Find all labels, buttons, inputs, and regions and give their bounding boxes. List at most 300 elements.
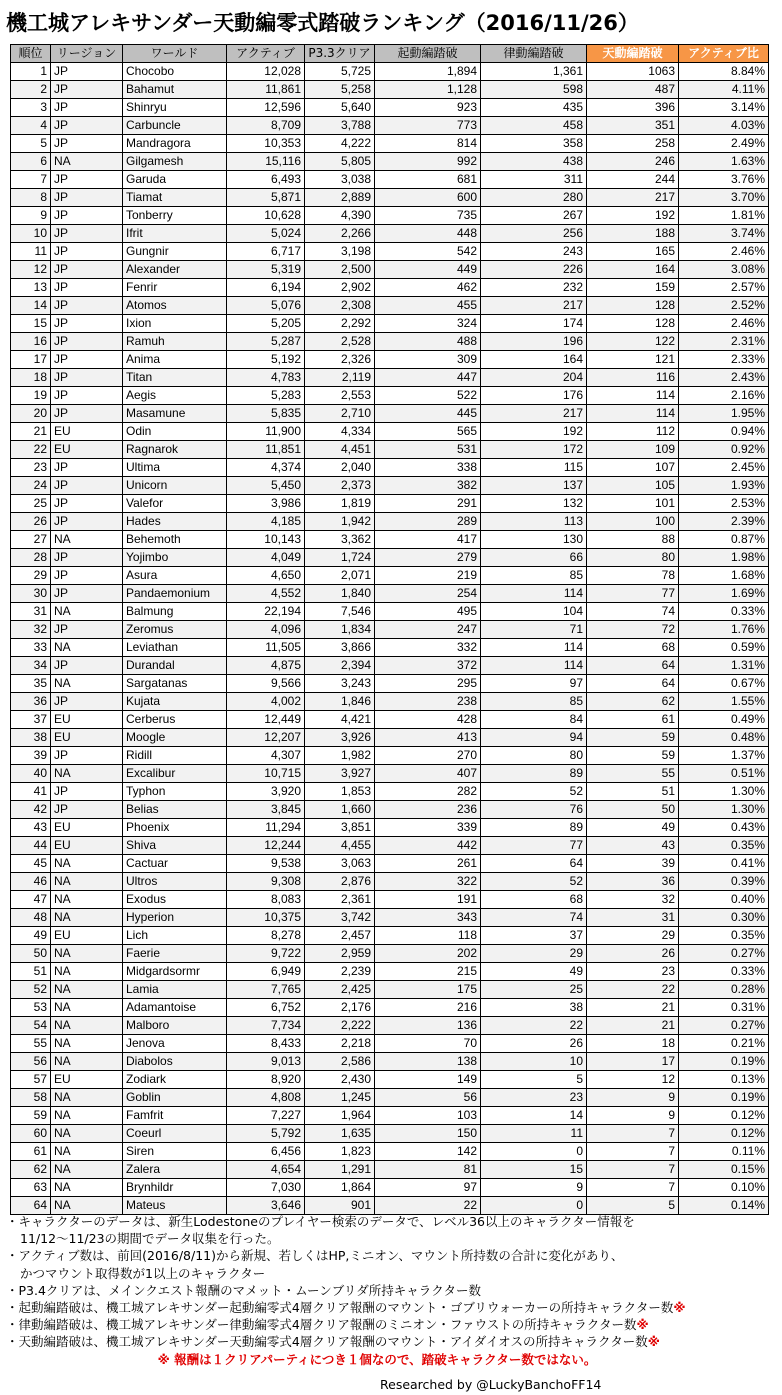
cell-kidou: 216 <box>375 999 481 1017</box>
cell-active: 7,765 <box>227 981 305 999</box>
cell-region: NA <box>51 1143 123 1161</box>
cell-ritsudou: 77 <box>481 837 587 855</box>
cell-active: 6,752 <box>227 999 305 1017</box>
note-5 <box>6 1316 778 1333</box>
cell-active-ratio: 1.68% <box>679 567 769 585</box>
cell-world: Midgardsormr <box>123 963 227 981</box>
cell-active: 9,722 <box>227 945 305 963</box>
cell-ritsudou: 115 <box>481 459 587 477</box>
cell-active: 4,783 <box>227 369 305 387</box>
cell-tendou: 62 <box>587 693 679 711</box>
cell-tendou: 51 <box>587 783 679 801</box>
cell-kidou: 291 <box>375 495 481 513</box>
cell-world: Zeromus <box>123 621 227 639</box>
cell-active-ratio: 1.37% <box>679 747 769 765</box>
cell-world: Shinryu <box>123 99 227 117</box>
cell-active-ratio: 1.76% <box>679 621 769 639</box>
cell-active-ratio: 0.33% <box>679 963 769 981</box>
note-5-mark: ※ <box>636 1317 649 1333</box>
note-2: ・アクティブ数は、前回(2016/8/11)から新規、若しくはHP,ミニオン、マウント所持数の合計に変化があり、 <box>6 1248 624 1264</box>
cell-active: 6,949 <box>227 963 305 981</box>
table-row <box>11 567 769 585</box>
cell-ritsudou: 22 <box>481 1017 587 1035</box>
cell-ritsudou: 114 <box>481 585 587 603</box>
cell-ritsudou: 311 <box>481 171 587 189</box>
table-row <box>11 1161 769 1179</box>
cell-kidou: 118 <box>375 927 481 945</box>
cell-active: 7,227 <box>227 1107 305 1125</box>
cell-tendou: 396 <box>587 99 679 117</box>
cell-active-ratio: 2.46% <box>679 315 769 333</box>
header-world: ワールド <box>123 45 227 63</box>
cell-active-ratio: 0.12% <box>679 1107 769 1125</box>
cell-active-ratio: 0.67% <box>679 675 769 693</box>
cell-p33-clear: 1,964 <box>305 1107 375 1125</box>
cell-p33-clear: 3,926 <box>305 729 375 747</box>
cell-active: 7,734 <box>227 1017 305 1035</box>
cell-ritsudou: 52 <box>481 873 587 891</box>
cell-p33-clear: 1,245 <box>305 1089 375 1107</box>
cell-region: JP <box>51 117 123 135</box>
cell-kidou: 150 <box>375 1125 481 1143</box>
cell-p33-clear: 3,038 <box>305 171 375 189</box>
header-active-ratio: アクティブ比 <box>679 45 769 63</box>
cell-active: 6,717 <box>227 243 305 261</box>
cell-ritsudou: 68 <box>481 891 587 909</box>
cell-p33-clear: 4,390 <box>305 207 375 225</box>
cell-world: Garuda <box>123 171 227 189</box>
cell-tendou: 109 <box>587 441 679 459</box>
cell-active-ratio: 1.31% <box>679 657 769 675</box>
cell-p33-clear: 1,853 <box>305 783 375 801</box>
cell-rank: 51 <box>11 963 51 981</box>
cell-tendou: 1063 <box>587 63 679 81</box>
cell-ritsudou: 26 <box>481 1035 587 1053</box>
cell-ritsudou: 176 <box>481 387 587 405</box>
cell-rank: 14 <box>11 297 51 315</box>
cell-kidou: 735 <box>375 207 481 225</box>
cell-p33-clear: 2,457 <box>305 927 375 945</box>
cell-p33-clear: 1,834 <box>305 621 375 639</box>
cell-region: JP <box>51 279 123 297</box>
cell-world: Unicorn <box>123 477 227 495</box>
table-body <box>11 63 769 1215</box>
cell-rank: 9 <box>11 207 51 225</box>
note-5-text: ・律動編踏破は、機工城アレキサンダー律動編零式4層クリア報酬のミニオン・ファウストの所持キャラクター数 <box>6 1317 637 1333</box>
cell-kidou: 261 <box>375 855 481 873</box>
cell-p33-clear: 2,361 <box>305 891 375 909</box>
header-row <box>11 45 769 63</box>
table-row <box>11 783 769 801</box>
table-row <box>11 873 769 891</box>
cell-active: 4,374 <box>227 459 305 477</box>
cell-ritsudou: 25 <box>481 981 587 999</box>
cell-p33-clear: 2,119 <box>305 369 375 387</box>
cell-region: JP <box>51 171 123 189</box>
cell-rank: 32 <box>11 621 51 639</box>
cell-tendou: 80 <box>587 549 679 567</box>
cell-active-ratio: 0.87% <box>679 531 769 549</box>
cell-active: 4,650 <box>227 567 305 585</box>
ranking-table <box>10 44 769 1215</box>
cell-p33-clear: 2,222 <box>305 1017 375 1035</box>
cell-active: 3,920 <box>227 783 305 801</box>
cell-rank: 61 <box>11 1143 51 1161</box>
cell-region: NA <box>51 999 123 1017</box>
cell-active: 10,143 <box>227 531 305 549</box>
note-4-text: ・起動編踏破は、機工城アレキサンダー起動編零式4層クリア報酬のマウント・ゴブリウォーカーの所持キャラクター数 <box>6 1300 674 1316</box>
table-row <box>11 405 769 423</box>
cell-ritsudou: 71 <box>481 621 587 639</box>
note-1-cont: 11/12～11/23の期間でデータ収集を行った。 <box>20 1231 280 1247</box>
cell-p33-clear: 2,040 <box>305 459 375 477</box>
cell-active-ratio: 0.41% <box>679 855 769 873</box>
cell-active: 4,875 <box>227 657 305 675</box>
cell-kidou: 455 <box>375 297 481 315</box>
cell-world: Tiamat <box>123 189 227 207</box>
cell-kidou: 247 <box>375 621 481 639</box>
cell-rank: 55 <box>11 1035 51 1053</box>
table-row <box>11 1197 769 1215</box>
table-row <box>11 207 769 225</box>
cell-world: Jenova <box>123 1035 227 1053</box>
cell-world: Shiva <box>123 837 227 855</box>
table-row <box>11 639 769 657</box>
cell-p33-clear: 4,334 <box>305 423 375 441</box>
cell-region: JP <box>51 549 123 567</box>
cell-ritsudou: 5 <box>481 1071 587 1089</box>
cell-active-ratio: 0.39% <box>679 873 769 891</box>
table-row <box>11 243 769 261</box>
cell-active: 5,450 <box>227 477 305 495</box>
cell-tendou: 192 <box>587 207 679 225</box>
cell-p33-clear: 1,864 <box>305 1179 375 1197</box>
cell-world: Gilgamesh <box>123 153 227 171</box>
table-row <box>11 603 769 621</box>
cell-p33-clear: 4,455 <box>305 837 375 855</box>
cell-world: Sargatanas <box>123 675 227 693</box>
cell-rank: 17 <box>11 351 51 369</box>
cell-region: NA <box>51 891 123 909</box>
cell-world: Ultima <box>123 459 227 477</box>
cell-ritsudou: 458 <box>481 117 587 135</box>
cell-active-ratio: 3.14% <box>679 99 769 117</box>
cell-kidou: 175 <box>375 981 481 999</box>
cell-tendou: 88 <box>587 531 679 549</box>
cell-kidou: 324 <box>375 315 481 333</box>
cell-world: Hyperion <box>123 909 227 927</box>
table-row <box>11 63 769 81</box>
cell-world: Aegis <box>123 387 227 405</box>
cell-kidou: 149 <box>375 1071 481 1089</box>
cell-kidou: 428 <box>375 711 481 729</box>
cell-active: 5,871 <box>227 189 305 207</box>
cell-active: 6,456 <box>227 1143 305 1161</box>
cell-active: 5,024 <box>227 225 305 243</box>
table-row <box>11 171 769 189</box>
cell-region: NA <box>51 675 123 693</box>
cell-rank: 13 <box>11 279 51 297</box>
table-row <box>11 891 769 909</box>
cell-kidou: 445 <box>375 405 481 423</box>
cell-kidou: 238 <box>375 693 481 711</box>
cell-kidou: 332 <box>375 639 481 657</box>
cell-p33-clear: 2,710 <box>305 405 375 423</box>
cell-rank: 47 <box>11 891 51 909</box>
cell-tendou: 165 <box>587 243 679 261</box>
cell-world: Belias <box>123 801 227 819</box>
cell-active-ratio: 0.48% <box>679 729 769 747</box>
table-row <box>11 477 769 495</box>
cell-region: JP <box>51 351 123 369</box>
cell-tendou: 128 <box>587 297 679 315</box>
cell-active-ratio: 0.10% <box>679 1179 769 1197</box>
cell-region: JP <box>51 621 123 639</box>
cell-active: 12,028 <box>227 63 305 81</box>
note-6-mark: ※ <box>647 1334 660 1350</box>
cell-kidou: 282 <box>375 783 481 801</box>
cell-region: JP <box>51 81 123 99</box>
cell-rank: 10 <box>11 225 51 243</box>
cell-ritsudou: 97 <box>481 675 587 693</box>
cell-ritsudou: 113 <box>481 513 587 531</box>
cell-rank: 5 <box>11 135 51 153</box>
cell-region: JP <box>51 495 123 513</box>
cell-active-ratio: 0.12% <box>679 1125 769 1143</box>
cell-region: EU <box>51 711 123 729</box>
cell-active-ratio: 2.45% <box>679 459 769 477</box>
cell-kidou: 814 <box>375 135 481 153</box>
cell-region: JP <box>51 135 123 153</box>
cell-tendou: 114 <box>587 405 679 423</box>
cell-tendou: 26 <box>587 945 679 963</box>
cell-active: 5,192 <box>227 351 305 369</box>
cell-rank: 50 <box>11 945 51 963</box>
cell-active-ratio: 2.57% <box>679 279 769 297</box>
cell-kidou: 462 <box>375 279 481 297</box>
cell-world: Bahamut <box>123 81 227 99</box>
cell-p33-clear: 1,635 <box>305 1125 375 1143</box>
cell-p33-clear: 3,243 <box>305 675 375 693</box>
cell-region: NA <box>51 981 123 999</box>
cell-rank: 45 <box>11 855 51 873</box>
cell-active-ratio: 0.35% <box>679 837 769 855</box>
cell-world: Exodus <box>123 891 227 909</box>
cell-region: NA <box>51 855 123 873</box>
cell-active-ratio: 4.03% <box>679 117 769 135</box>
cell-active-ratio: 0.92% <box>679 441 769 459</box>
cell-kidou: 142 <box>375 1143 481 1161</box>
cell-ritsudou: 52 <box>481 783 587 801</box>
cell-kidou: 289 <box>375 513 481 531</box>
cell-rank: 57 <box>11 1071 51 1089</box>
cell-world: Odin <box>123 423 227 441</box>
table-row <box>11 1017 769 1035</box>
table-row <box>11 1053 769 1071</box>
cell-rank: 62 <box>11 1161 51 1179</box>
cell-rank: 38 <box>11 729 51 747</box>
cell-rank: 27 <box>11 531 51 549</box>
cell-region: NA <box>51 639 123 657</box>
cell-kidou: 138 <box>375 1053 481 1071</box>
cell-region: EU <box>51 423 123 441</box>
cell-active-ratio: 0.21% <box>679 1035 769 1053</box>
cell-kidou: 531 <box>375 441 481 459</box>
cell-region: JP <box>51 585 123 603</box>
cell-ritsudou: 80 <box>481 747 587 765</box>
table-row <box>11 549 769 567</box>
cell-p33-clear: 5,725 <box>305 63 375 81</box>
cell-kidou: 295 <box>375 675 481 693</box>
cell-ritsudou: 172 <box>481 441 587 459</box>
cell-kidou: 202 <box>375 945 481 963</box>
cell-region: JP <box>51 387 123 405</box>
cell-rank: 37 <box>11 711 51 729</box>
cell-p33-clear: 2,176 <box>305 999 375 1017</box>
table-row <box>11 711 769 729</box>
cell-world: Lich <box>123 927 227 945</box>
cell-active: 8,920 <box>227 1071 305 1089</box>
cell-region: JP <box>51 567 123 585</box>
cell-region: NA <box>51 963 123 981</box>
cell-region: JP <box>51 315 123 333</box>
cell-world: Mateus <box>123 1197 227 1215</box>
cell-world: Pandaemonium <box>123 585 227 603</box>
cell-region: JP <box>51 747 123 765</box>
cell-world: Tonberry <box>123 207 227 225</box>
cell-active-ratio: 2.49% <box>679 135 769 153</box>
cell-p33-clear: 4,421 <box>305 711 375 729</box>
cell-tendou: 217 <box>587 189 679 207</box>
cell-rank: 28 <box>11 549 51 567</box>
cell-p33-clear: 5,258 <box>305 81 375 99</box>
cell-active: 22,194 <box>227 603 305 621</box>
cell-p33-clear: 1,942 <box>305 513 375 531</box>
cell-tendou: 188 <box>587 225 679 243</box>
cell-region: NA <box>51 1197 123 1215</box>
cell-region: NA <box>51 1161 123 1179</box>
cell-tendou: 114 <box>587 387 679 405</box>
table-row <box>11 153 769 171</box>
cell-p33-clear: 4,451 <box>305 441 375 459</box>
cell-ritsudou: 104 <box>481 603 587 621</box>
cell-world: Coeurl <box>123 1125 227 1143</box>
cell-rank: 54 <box>11 1017 51 1035</box>
cell-ritsudou: 10 <box>481 1053 587 1071</box>
table-row <box>11 315 769 333</box>
table-row <box>11 81 769 99</box>
cell-active-ratio: 1.63% <box>679 153 769 171</box>
cell-active: 11,294 <box>227 819 305 837</box>
cell-ritsudou: 38 <box>481 999 587 1017</box>
cell-rank: 42 <box>11 801 51 819</box>
cell-rank: 30 <box>11 585 51 603</box>
cell-ritsudou: 598 <box>481 81 587 99</box>
cell-ritsudou: 217 <box>481 297 587 315</box>
cell-ritsudou: 358 <box>481 135 587 153</box>
cell-active: 10,628 <box>227 207 305 225</box>
page-title: 機工城アレキサンダー天動編零式踏破ランキング（2016/11/26） <box>6 11 639 35</box>
table-row <box>11 675 769 693</box>
cell-tendou: 105 <box>587 477 679 495</box>
cell-kidou: 417 <box>375 531 481 549</box>
cell-active-ratio: 2.16% <box>679 387 769 405</box>
cell-world: Leviathan <box>123 639 227 657</box>
cell-ritsudou: 84 <box>481 711 587 729</box>
cell-world: Siren <box>123 1143 227 1161</box>
cell-region: EU <box>51 729 123 747</box>
cell-world: Diabolos <box>123 1053 227 1071</box>
cell-world: Asura <box>123 567 227 585</box>
cell-rank: 23 <box>11 459 51 477</box>
cell-tendou: 12 <box>587 1071 679 1089</box>
cell-world: Phoenix <box>123 819 227 837</box>
table-row <box>11 855 769 873</box>
cell-kidou: 407 <box>375 765 481 783</box>
table-row <box>11 657 769 675</box>
cell-ritsudou: 89 <box>481 765 587 783</box>
cell-world: Famfrit <box>123 1107 227 1125</box>
cell-kidou: 413 <box>375 729 481 747</box>
cell-tendou: 61 <box>587 711 679 729</box>
cell-active: 5,205 <box>227 315 305 333</box>
cell-world: Goblin <box>123 1089 227 1107</box>
cell-p33-clear: 1,823 <box>305 1143 375 1161</box>
cell-ritsudou: 204 <box>481 369 587 387</box>
cell-active-ratio: 0.14% <box>679 1197 769 1215</box>
cell-region: JP <box>51 297 123 315</box>
cell-tendou: 258 <box>587 135 679 153</box>
cell-world: Malboro <box>123 1017 227 1035</box>
cell-tendou: 23 <box>587 963 679 981</box>
cell-region: NA <box>51 945 123 963</box>
cell-region: NA <box>51 1089 123 1107</box>
cell-ritsudou: 85 <box>481 567 587 585</box>
cell-ritsudou: 1,361 <box>481 63 587 81</box>
cell-world: Yojimbo <box>123 549 227 567</box>
cell-region: NA <box>51 1053 123 1071</box>
cell-tendou: 74 <box>587 603 679 621</box>
cell-p33-clear: 3,851 <box>305 819 375 837</box>
cell-region: NA <box>51 603 123 621</box>
table-row <box>11 837 769 855</box>
cell-tendou: 31 <box>587 909 679 927</box>
cell-rank: 56 <box>11 1053 51 1071</box>
cell-rank: 33 <box>11 639 51 657</box>
cell-kidou: 191 <box>375 891 481 909</box>
cell-active: 11,505 <box>227 639 305 657</box>
cell-active: 5,319 <box>227 261 305 279</box>
cell-world: Adamantoise <box>123 999 227 1017</box>
cell-ritsudou: 64 <box>481 855 587 873</box>
cell-region: NA <box>51 153 123 171</box>
cell-world: Ifrit <box>123 225 227 243</box>
cell-rank: 52 <box>11 981 51 999</box>
cell-active-ratio: 0.19% <box>679 1089 769 1107</box>
cell-rank: 25 <box>11 495 51 513</box>
note-4-mark: ※ <box>673 1300 686 1316</box>
note-2-cont: かつマウント取得数が1以上のキャラクター <box>20 1265 266 1281</box>
cell-region: JP <box>51 225 123 243</box>
cell-active-ratio: 2.52% <box>679 297 769 315</box>
table-row <box>11 99 769 117</box>
table-row <box>11 351 769 369</box>
cell-active-ratio: 0.28% <box>679 981 769 999</box>
cell-rank: 64 <box>11 1197 51 1215</box>
cell-rank: 3 <box>11 99 51 117</box>
cell-tendou: 36 <box>587 873 679 891</box>
cell-ritsudou: 280 <box>481 189 587 207</box>
